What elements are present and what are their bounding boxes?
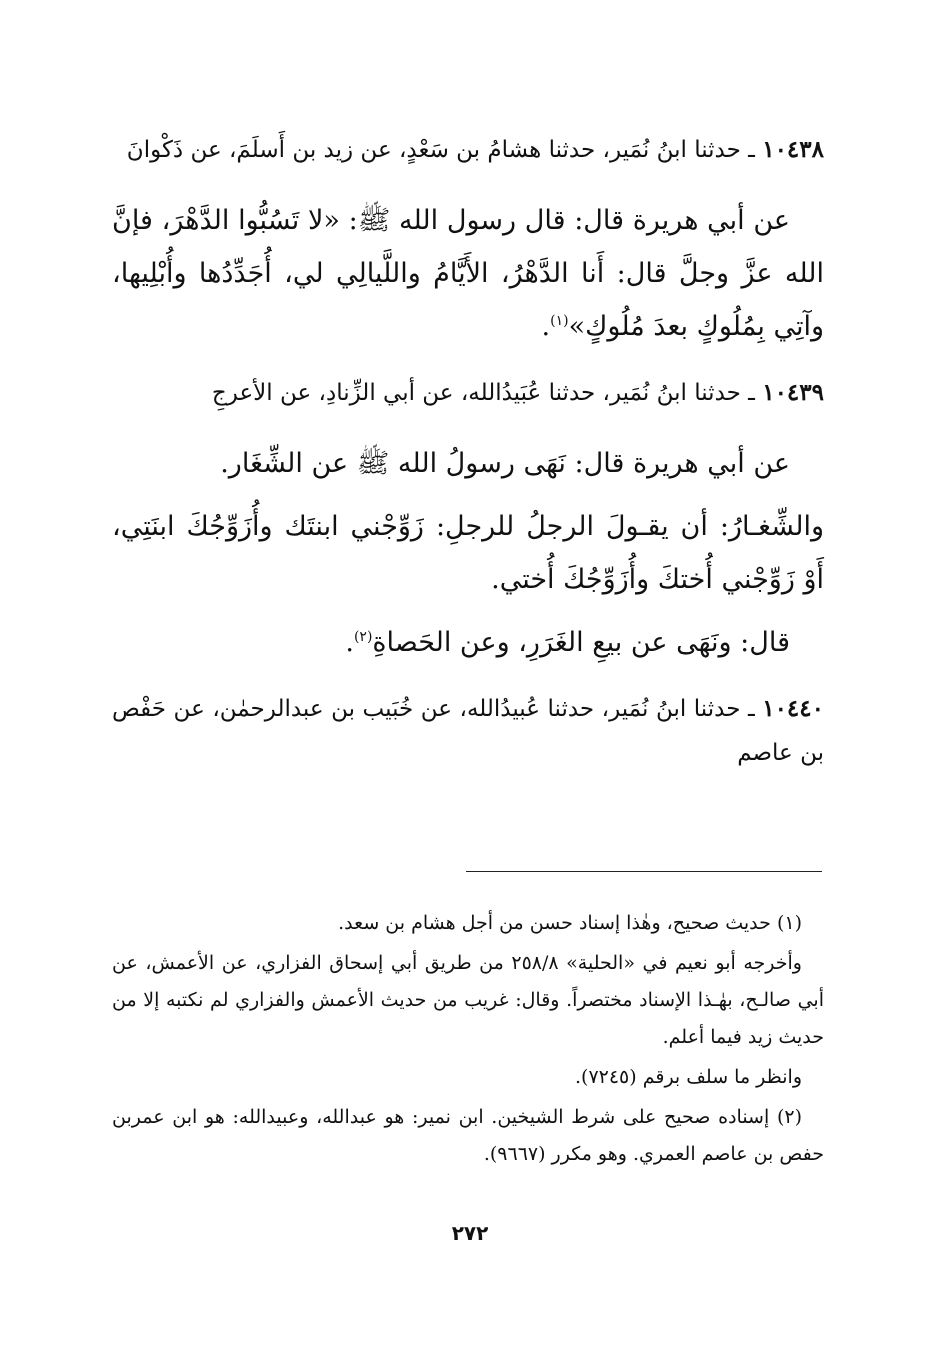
main-text xyxy=(112,128,824,797)
hadith-10439-matn-3 xyxy=(112,616,824,669)
page-number: ٢٧٢ xyxy=(451,1221,489,1245)
hadith-10440-isnad xyxy=(112,687,824,775)
footnote-ref[interactable]: (٢) xyxy=(353,629,373,645)
footnote-ref[interactable]: (١) xyxy=(550,313,569,329)
hadith-number: ١٠٤٣٩ xyxy=(762,379,824,406)
hadith-10438-matn xyxy=(112,194,824,353)
isnad-text: ـ حدثنا ابنُ نُمَير، حدثنا عُبيدُالله، عن خُبَيب بن عبدالرحمٰن، عن حَفْص بن عاصم xyxy=(112,696,824,766)
hadith-number: ١٠٤٤٠ xyxy=(762,695,824,722)
matn-end: . xyxy=(345,627,354,658)
hadith-number: ١٠٤٣٨ xyxy=(762,136,824,163)
hadith-10439-matn-2: والشِّغـارُ: أن يقـولَ الرجلُ للرجلِ: زَوِّجْني ابنتَك وأُزَوِّجُكَ ابنَتِي، أَوْ زَوِّجْني أُختكَ وأُزَوِّجُكَ أُختي. xyxy=(112,511,824,595)
matn-end: . xyxy=(541,311,551,342)
matn-text: عن أبي هريرة قال: قال رسول الله ﷺ: «لا تَسُبُّوا الدَّهْرَ، فإنَّ الله عزَّ وجلَّ قال: أَنا الدَّهْرُ، الأَيَّامُ واللَّيالِي لي، أُجَدِّدُها وأُبْلِيها، وآتِي بِمُلُوكٍ بعدَ مُلُوكٍ» xyxy=(112,205,824,342)
footnote-1-line-2: وأخرجه أبو نعيم في «الحلية» ٢٥٨/٨ من طريق أبي إسحاق الفزاري، عن الأعمش، عن أبي صالـح، بهٰـذا الإسناد مختصراً. وقال: غريب من حديث الأعمش والفزاري لم نكتبه إلا من حديث زيد فيما أعلم. xyxy=(112,952,824,1048)
footnote-1-line-3: وانظر ما سلف برقم (٧٢٤٥). xyxy=(574,1066,802,1088)
hadith-10438-isnad xyxy=(112,128,824,172)
isnad-text: ـ حدثنا ابنُ نُمَير، حدثنا هشامُ بن سَعْدٍ، عن زيد بن أَسلَمَ، عن ذَكْوانَ xyxy=(126,137,763,163)
footnote-2: (٢) إسناده صحيح على شرط الشيخين. ابن نمير: هو عبدالله، وعبيدالله: هو ابن عمربن حفص بن عاصم العمري. وهو مكرر (٩٦٦٧). xyxy=(112,1106,824,1165)
footnotes xyxy=(112,905,824,1176)
footnote-1-line-1: (١) حديث صحيح، وهٰذا إسناد حسن من أجل هشام بن سعد. xyxy=(338,912,802,934)
hadith-10439-isnad xyxy=(112,371,824,415)
footnote-divider xyxy=(466,871,822,872)
matn-text: قال: ونَهَى عن بيعِ الغَرَرِ، وعن الحَصاةِ xyxy=(372,627,790,658)
hadith-10439-matn-1: عن أبي هريرة قال: نَهَى رسولُ الله ﷺ عن الشِّغَار. xyxy=(220,448,790,479)
isnad-text: ـ حدثنا ابنُ نُمَير، حدثنا عُبَيدُالله، عن أبي الزِّنادِ، عن الأعرجِ xyxy=(211,380,763,406)
